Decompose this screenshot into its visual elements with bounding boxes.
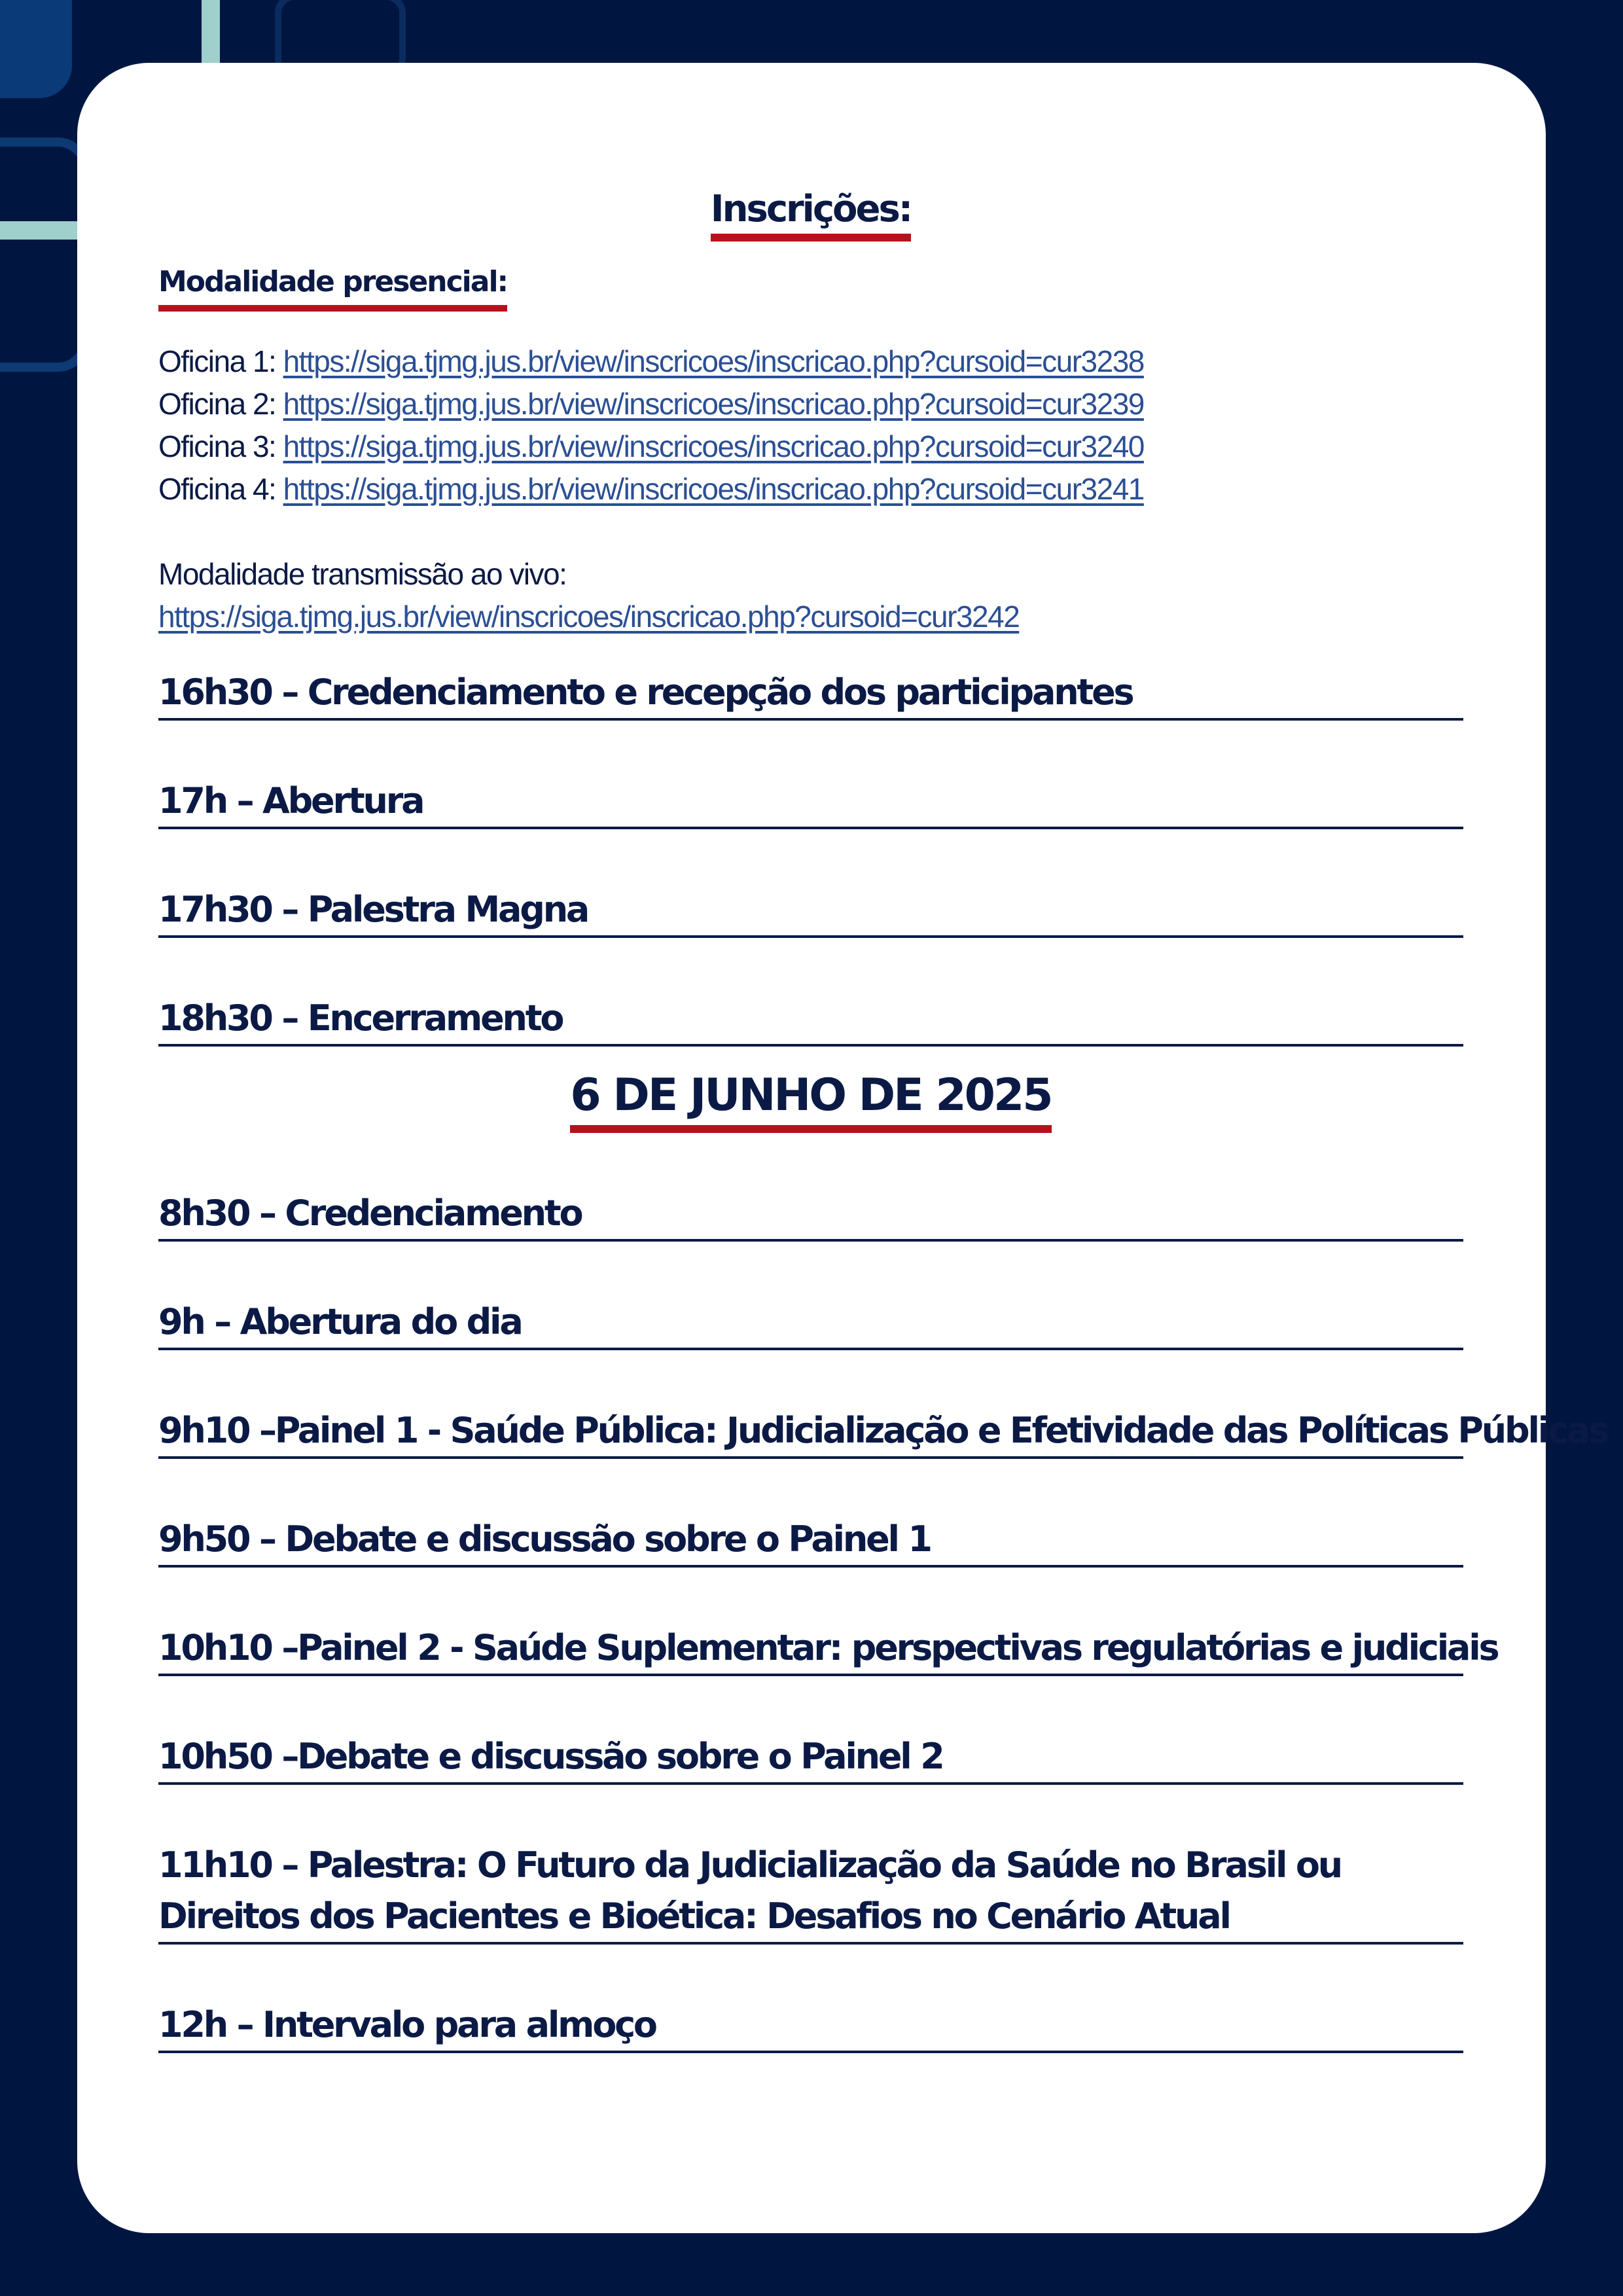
- agenda-item: 8h30 – Credenciamento: [158, 1188, 1463, 1242]
- oficina-row: [158, 468, 1463, 511]
- oficina-link[interactable]: https://siga.tjmg.jus.br/view/inscricoes/inscricao.php?cursoid=cur3238: [283, 344, 1144, 378]
- agenda-item: 9h50 – Debate e discussão sobre o Painel 1: [158, 1514, 1463, 1568]
- oficina-link[interactable]: https://siga.tjmg.jus.br/view/inscricoes/inscricao.php?cursoid=cur3241: [283, 471, 1144, 506]
- oficina-label: Oficina 4:: [158, 471, 283, 506]
- day-heading-wrap: [158, 1069, 1463, 1133]
- oficina-label: Oficina 1:: [158, 344, 283, 378]
- transmissao-row: [158, 596, 1463, 638]
- oficina-label: Oficina 3:: [158, 429, 283, 463]
- transmissao-link[interactable]: https://siga.tjmg.jus.br/view/inscricoes/inscricao.php?cursoid=cur3242: [158, 599, 1020, 634]
- oficina-row: [158, 425, 1463, 468]
- agenda-item: 10h10 –Painel 2 - Saúde Suplementar: perspectivas regulatórias e judiciais: [158, 1623, 1463, 1676]
- oficina-row: [158, 340, 1463, 383]
- agenda-item: 17h30 – Palestra Magna: [158, 884, 1463, 938]
- presencial-label: Modalidade presencial:: [158, 265, 507, 312]
- agenda-item: 10h50 –Debate e discussão sobre o Painel 2: [158, 1731, 1463, 1785]
- spacer: [158, 511, 1463, 553]
- agenda-item: 9h10 –Painel 1 - Saúde Pública: Judicialização e Efetividade das Políticas Públicas: [158, 1405, 1463, 1459]
- content-card: [77, 63, 1608, 2233]
- agenda-item: 9h – Abertura do dia: [158, 1297, 1463, 1350]
- day-heading: 6 DE JUNHO DE 2025: [570, 1069, 1051, 1133]
- agenda-item: 18h30 – Encerramento: [158, 993, 1463, 1047]
- inscricoes-heading: Inscrições:: [711, 187, 911, 242]
- oficina-row: [158, 383, 1463, 425]
- oficina-label: Oficina 2:: [158, 386, 283, 421]
- inscricoes-heading-wrap: [158, 187, 1463, 242]
- agenda-item: 17h – Abertura: [158, 776, 1463, 829]
- document-content: [158, 187, 1608, 2053]
- presencial-label-wrap: [158, 242, 1463, 312]
- agenda-item: 11h10 – Palestra: O Futuro da Judicialização da Saúde no Brasil ou Direitos dos Pacientes e Bioética: Desafios no Cenário Atual: [158, 1840, 1463, 1945]
- links-block: [158, 340, 1463, 638]
- agenda-item: 16h30 – Credenciamento e recepção dos participantes: [158, 667, 1463, 721]
- oficina-link[interactable]: https://siga.tjmg.jus.br/view/inscricoes/inscricao.php?cursoid=cur3239: [283, 386, 1144, 421]
- transmissao-label: Modalidade transmissão ao vivo:: [158, 556, 567, 591]
- oficina-link[interactable]: https://siga.tjmg.jus.br/view/inscricoes/inscricao.php?cursoid=cur3240: [283, 429, 1144, 463]
- agenda-item: 12h – Intervalo para almoço: [158, 2000, 1463, 2053]
